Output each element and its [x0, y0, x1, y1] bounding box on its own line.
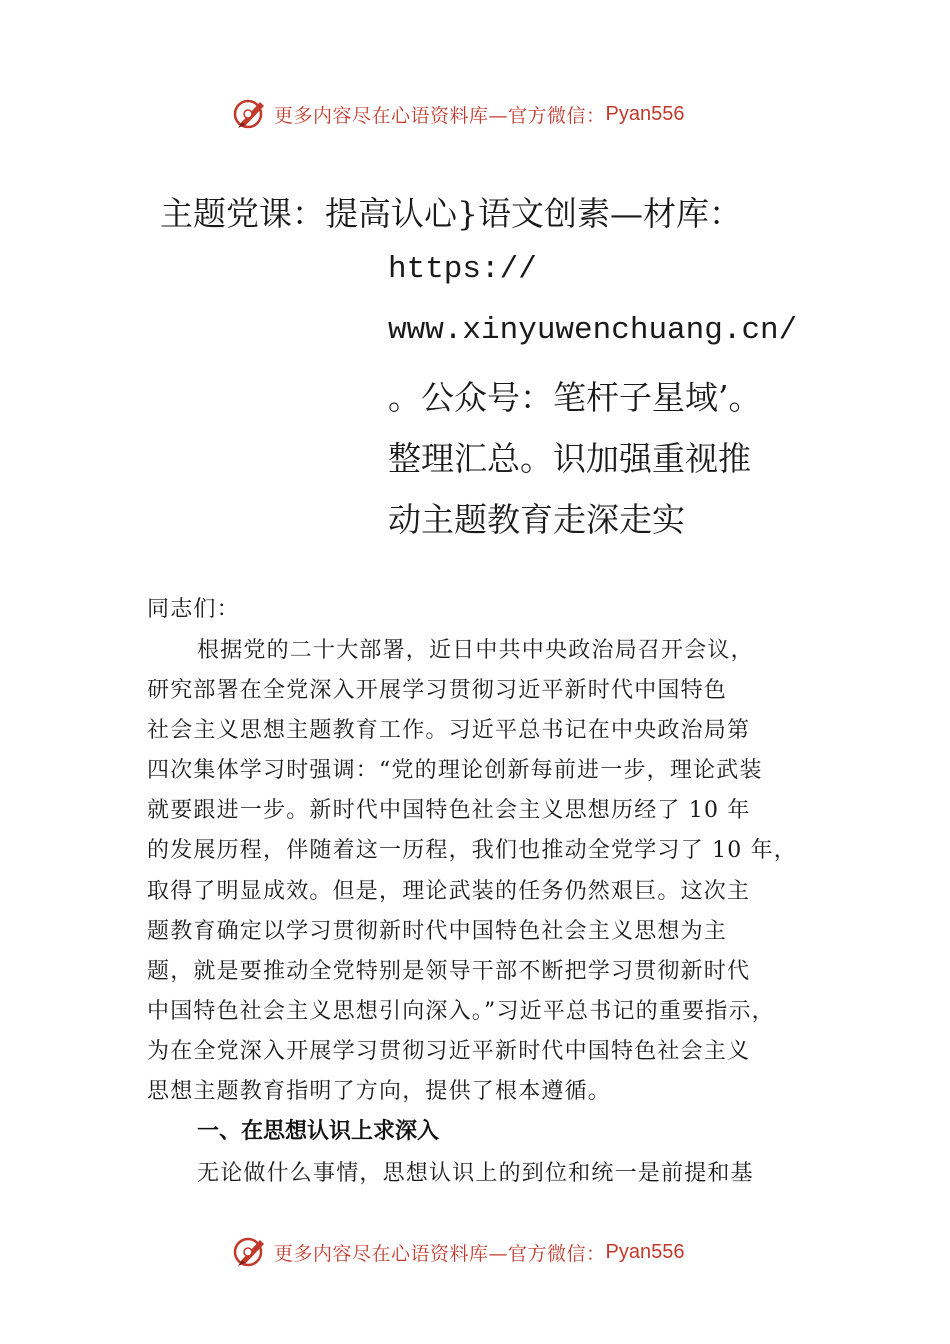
pen-logo-icon	[230, 94, 270, 134]
section-heading-1: 一、在思想认识上求深入	[197, 1119, 440, 1144]
paragraph-line: 中国特色社会主义思想引向深入。”习近平总书记的重要指示，	[147, 999, 775, 1024]
title-line-3: www.xinyuwenchuang.cn/	[388, 313, 798, 348]
paragraph-line: 社会主义思想主题教育工作。习近平总书记在中央政治局第	[147, 718, 751, 743]
paragraph-line: 的发展历程，伴随着这一历程，我们也推动全党学习了 10 年，	[147, 838, 797, 863]
banner-wechat-id: Pyan556	[605, 102, 685, 125]
paragraph-line: 研究部署在全党深入开展学习贯彻习近平新时代中国特色	[147, 678, 728, 703]
paragraph-line: 无论做什么事情，思想认识上的到位和统一是前提和基	[197, 1161, 754, 1186]
paragraph-line: 题教育确定以学习贯彻新时代中国特色社会主义思想为主	[147, 919, 728, 944]
title-line-4: 。公众号：笔杆子星域’。	[388, 378, 762, 417]
footer-banner	[230, 1232, 684, 1272]
title-line-1: 主题党课：提高认心}语文创素—材库：	[160, 194, 742, 233]
banner-wechat-id: Pyan556	[605, 1240, 685, 1263]
banner-text: 更多内容尽在心语资料库—官方微信：	[274, 1242, 606, 1265]
paragraph-line: 根据党的二十大部署，近日中共中央政治局召开会议，	[197, 638, 754, 663]
paragraph-line: 四次集体学习时强调：“党的理论创新每前进一步，理论武装	[147, 758, 763, 783]
paragraph-line: 取得了明显成效。但是，理论武装的任务仍然艰巨。这次主	[147, 879, 751, 904]
paragraph-line: 就要跟进一步。新时代中国特色社会主义思想历经了 10 年	[147, 798, 751, 823]
paragraph-line: 为在全党深入开展学习贯彻习近平新时代中国特色社会主义	[147, 1039, 751, 1064]
title-line-2: https://	[388, 252, 537, 287]
greeting: 同志们：	[147, 597, 240, 622]
header-banner	[230, 94, 684, 134]
pen-logo-icon	[230, 1232, 270, 1272]
banner-text: 更多内容尽在心语资料库—官方微信：	[274, 104, 606, 127]
paragraph-line: 思想主题教育指明了方向，提供了根本遵循。	[147, 1079, 612, 1104]
paragraph-line: 题，就是要推动全党特别是领导干部不断把学习贯彻新时代	[147, 959, 751, 984]
title-line-6: 动主题教育走深走实	[388, 500, 685, 539]
title-line-5: 整理汇总。识加强重视推	[388, 439, 751, 478]
